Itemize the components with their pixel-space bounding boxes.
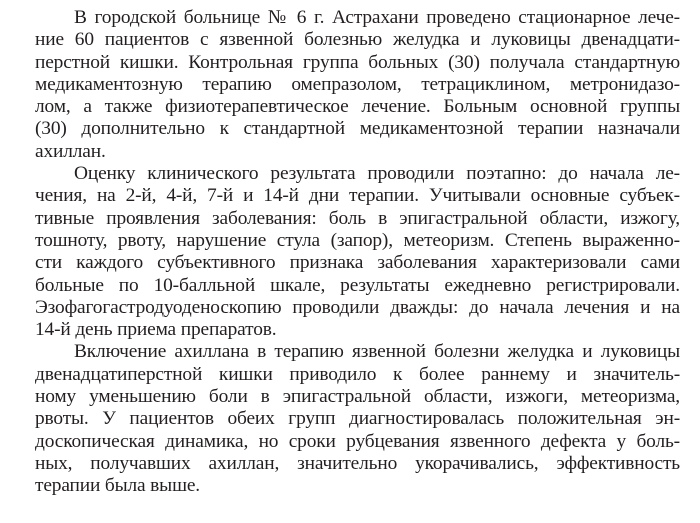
text-line: 14-й день приема препаратов. (35, 319, 277, 341)
text-line: ных, получавших ахиллан, значительно укорачивались, эффективность (35, 452, 680, 474)
text-line: терапии была выше. (35, 475, 200, 497)
text-line: чения, на 2-й, 4-й, 7-й и 14-й дни терапии. Учитывали основные субъек- (35, 185, 680, 207)
text-line: двенадцатиперстной кишки приводило к более раннему и значитель- (35, 363, 680, 385)
text-line: Включение ахиллана в терапию язвенной болезни желудка и луковицы (74, 341, 680, 363)
text-line: лом, а также физиотерапевтическое лечение. Больным основной группы (35, 96, 680, 118)
text-line: Оценку клинического результата проводили поэтапно: до начала ле- (74, 163, 680, 185)
text-line: медикаментозную терапию омепразолом, тетрациклином, метронидазо- (35, 73, 680, 95)
text-line: доскопическая динамика, но сроки рубцевания язвенного дефекта у боль- (35, 430, 680, 452)
text-line: сти каждого субъективного признака заболевания характеризовали сами (35, 252, 680, 274)
paragraph-study-design (35, 7, 680, 163)
text-line: ному уменьшению боли в эпигастральной области, изжоги, метеоризма, (35, 386, 680, 408)
text-line: рвоты. У пациентов обеих групп диагностировалась положительная эн- (35, 408, 680, 430)
text-line: ахиллан. (35, 140, 106, 162)
paragraph-results (35, 341, 680, 497)
text-line: (30) дополнительно к стандартной медикаментозной терапии назначали (35, 118, 680, 140)
text-line: ние 60 пациентов с язвенной болезнью желудка и луковицы двенадцати- (35, 29, 680, 51)
text-line: Эзофагогастродуоденоскопию проводили дважды: до начала лечения и на (35, 296, 680, 318)
paragraph-evaluation-method (35, 163, 680, 341)
text-line: В городской больнице № 6 г. Астрахани проведено стационарное лече- (74, 7, 680, 28)
text-line: тивные проявления заболевания: боль в эпигастральной области, изжогу, (35, 207, 680, 229)
document-body (35, 7, 680, 498)
text-line: перстной кишки. Контрольная группа больных (30) получала стандартную (35, 51, 680, 73)
text-line: больные по 10-балльной шкале, результаты ежедневно регистрировали. (35, 274, 680, 296)
text-line: тошноту, рвоту, нарушение стула (запор), метеоризм. Степень выраженно- (35, 229, 680, 251)
